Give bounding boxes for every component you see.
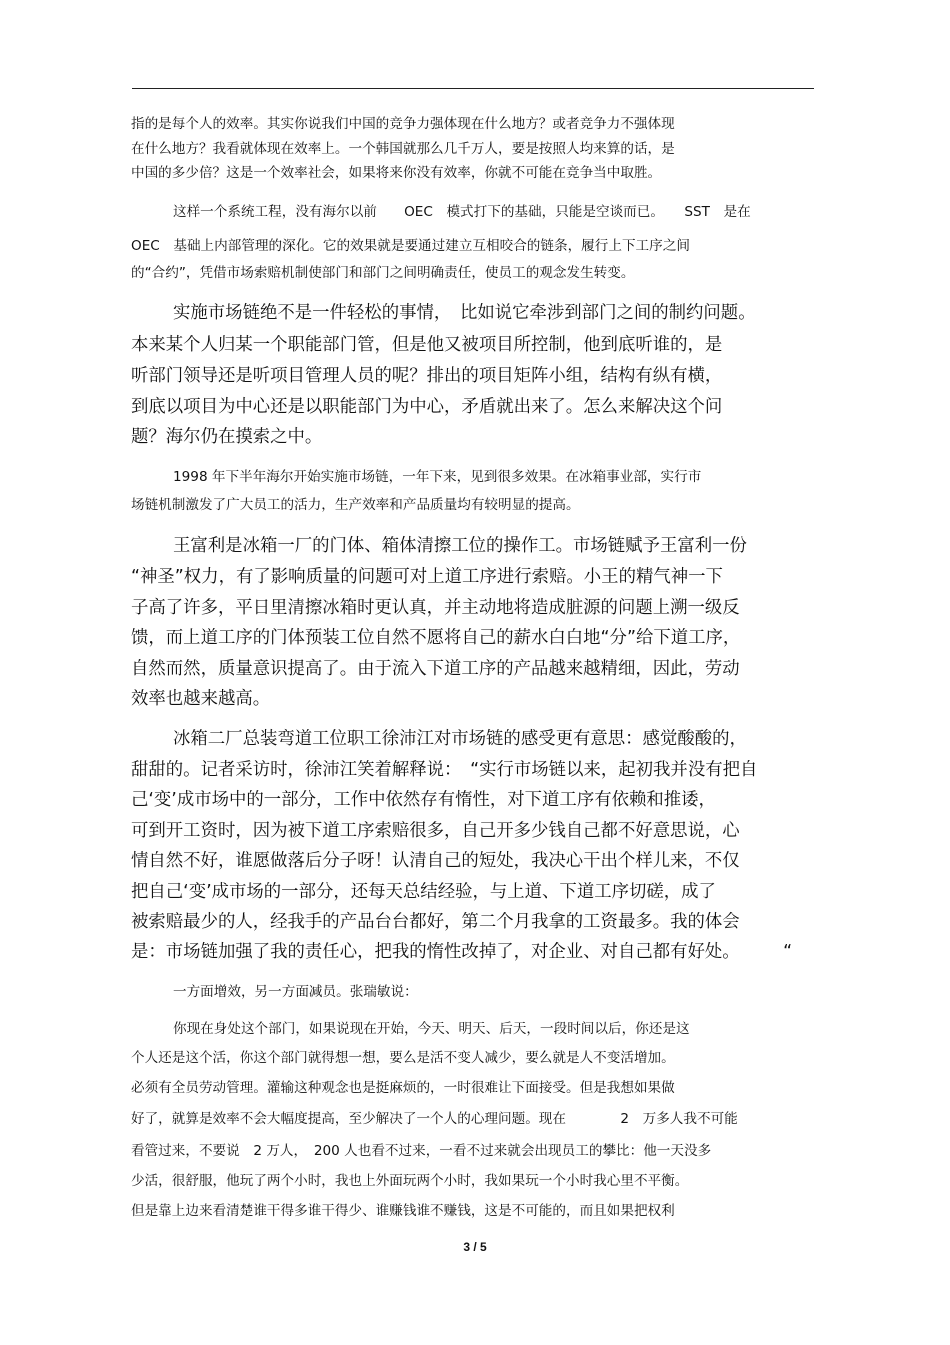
text-line: 看管过来，不要说 2 万人， 200 人也看不过来，一看不过来就会出现员工的攀比：他一天没多: [131, 1143, 712, 1159]
text-line: 甜甜的。记者采访时，徐沛江笑着解释说： “实行市场链以来，起初我并没有把自: [131, 760, 758, 780]
text-line: 实施市场链绝不是一件轻松的事情， 比如说它牵涉到部门之间的制约问题。: [173, 303, 756, 323]
text-line: 但是靠上边来看清楚谁干得多谁干得少、谁赚钱谁不赚钱，这是不可能的，而且如果把权利: [131, 1203, 675, 1219]
text-line: 冰箱二厂总装弯道工位职工徐沛江对市场链的感受更有意思：感觉酸酸的，: [173, 729, 747, 749]
text-line: 可到开工资时，因为被下道工序索赔很多，自己开多少钱自己都不好意思说，心: [131, 821, 740, 841]
text-line: 这样一个系统工程，没有海尔以前 OEC 模式打下的基础，只能是空谈而已。 SST 是在: [173, 204, 751, 220]
text-line: 到底以项目为中心还是以职能部门为中心，矛盾就出来了。怎么来解决这个问: [131, 397, 723, 417]
text-line: 必须有全员劳动管理。灌输这种观念也是挺麻烦的，一时很难让下面接受。但是我想如果做: [131, 1080, 675, 1096]
text-line: 本来某个人归某一个职能部门管，但是他又被项目所控制，他到底听谁的，是: [131, 335, 723, 355]
text-line: 一方面增效，另一方面减员。张瑞敏说：: [173, 984, 418, 1000]
text-line: 是：市场链加强了我的责任心，把我的惰性改掉了，对企业、对自己都有好处。 “: [131, 942, 793, 962]
text-line: 效率也越来越高。: [131, 689, 271, 709]
text-line: 的“合约”，凭借市场索赔机制使部门和部门之间明确责任，使员工的观念发生转变。: [131, 265, 635, 281]
text-line: 在什么地方？我看就体现在效率上。一个韩国就那么几千万人，要是按照人均来算的话，是: [131, 141, 675, 157]
text-line: “神圣”权力，有了影响质量的问题可对上道工序进行索赔。小王的精气神一下: [131, 567, 723, 587]
text-line: 题？海尔仍在摸索之中。: [131, 427, 323, 447]
text-line: 你现在身处这个部门，如果说现在开始，今天、明天、后天，一段时间以后，你还是这: [173, 1021, 690, 1037]
text-line: 被索赔最少的人，经我手的产品台台都好，第二个月我拿的工资最多。我的体会: [131, 912, 740, 932]
text-line: 场链机制激发了广大员工的活力，生产效率和产品质量均有较明显的提高。: [131, 497, 580, 513]
text-line: 情自然不好，谁愿做落后分子呀！认清自己的短处，我决心干出个样儿来，不仅: [131, 851, 740, 871]
page-number: 3 / 5: [463, 1240, 487, 1254]
text-line: 自然而然，质量意识提高了。由于流入下道工序的产品越来越精细，因此，劳动: [131, 659, 740, 679]
text-line: 好了，就算是效率不会大幅度提高，至少解决了一个人的心理问题。现在 2 万多人我不可能: [131, 1111, 738, 1127]
text-line: 听部门领导还是听项目管理人员的呢？排出的项目矩阵小组，结构有纵有横，: [131, 366, 723, 386]
text-line: 子高了许多，平日里清擦冰箱时更认真，并主动地将造成脏源的问题上溯一级反: [131, 598, 740, 618]
text-line: 王富利是冰箱一厂的门体、箱体清擦工位的操作工。市场链赋予王富利一份: [173, 536, 747, 556]
text-line: 少活，很舒服，他玩了两个小时，我也上外面玩两个小时，我如果玩一个小时我心里不平衡。: [131, 1173, 689, 1189]
text-line: 中国的多少倍？这是一个效率社会，如果将来你没有效率，你就不可能在竞争当中取胜。: [131, 165, 662, 181]
text-line: 把自己‘变’成市场的一部分，还每天总结经验，与上道、下道工序切磋，成了: [131, 882, 716, 902]
text-line: 个人还是这个活，你这个部门就得想一想，要么是活不变人减少，要么就是人不变活增加。: [131, 1050, 675, 1066]
text-line: 馈，而上道工序的门体预装工位自然不愿将自己的薪水白白地“分”给下道工序，: [131, 628, 741, 648]
text-line: OEC 基础上内部管理的深化。它的效果就是要通过建立互相咬合的链条，履行上下工序之间: [131, 238, 690, 254]
text-line: 指的是每个人的效率。其实你说我们中国的竞争力强体现在什么地方？或者竞争力不强体现: [131, 116, 675, 132]
text-line: 1998 年下半年海尔开始实施市场链，一年下来，见到很多效果。在冰箱事业部，实行市: [173, 469, 702, 485]
text-line: 己‘变’成市场中的一部分，工作中依然存有惰性，对下道工序有依赖和推诿，: [131, 790, 716, 810]
header-rule: [132, 88, 814, 89]
